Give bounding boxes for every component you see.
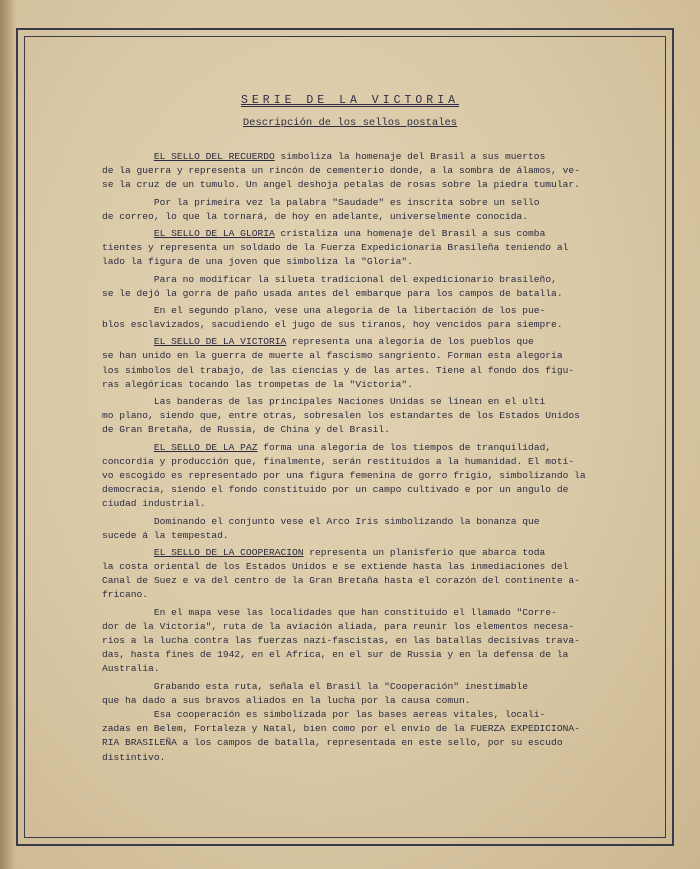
text-line xyxy=(102,546,590,560)
text-line xyxy=(102,529,590,543)
line-text: ciudad industrial. xyxy=(102,498,206,510)
text-line xyxy=(102,409,590,423)
text-line xyxy=(102,680,590,694)
text-line xyxy=(102,469,590,483)
text-line xyxy=(102,574,590,588)
text-line xyxy=(102,395,590,409)
line-text: Australia. xyxy=(102,663,160,675)
text-line xyxy=(102,227,590,241)
text-line xyxy=(102,304,590,318)
paragraph xyxy=(102,227,590,270)
paragraph xyxy=(102,273,590,301)
line-text: representa una alegoria de los pueblos que xyxy=(286,336,534,348)
paragraph xyxy=(102,680,590,765)
text-line xyxy=(102,736,590,750)
text-line xyxy=(102,708,590,722)
line-text: se la cruz de un tumulo. Un angel deshoja petalas de rosas sobre la piedra tumular. xyxy=(102,179,580,191)
text-line xyxy=(102,648,590,662)
line-text: blos esclavizados, sacudiendo el jugo de sus tiranos, hoy vencidos para siempre. xyxy=(102,319,563,331)
line-text: En el mapa vese las localidades que han constituido el llamado "Corre- xyxy=(153,606,557,618)
line-text: de Gran Bretaña, de Russia, de China y del Brasil. xyxy=(102,424,390,436)
paragraph xyxy=(102,304,590,332)
stamp-name: EL SELLO DE LA VICTORIA xyxy=(153,336,287,348)
text-line xyxy=(102,318,590,332)
text-line xyxy=(102,441,590,455)
text-line xyxy=(102,287,590,301)
stamp-name: EL SELLO DEL RECUERDO xyxy=(153,151,275,162)
text-line xyxy=(102,694,590,708)
line-text: que ha dado a sus bravos aliados en la lucha por la causa comun. xyxy=(102,694,471,706)
text-line xyxy=(102,423,590,437)
stamp-name: EL SELLO DE LA GLORIA xyxy=(153,227,275,239)
line-text: representa un planisferio que abarca toda xyxy=(303,546,546,558)
line-text: vo escogido es representado por una figura femenina de gorro frigio, simbolizando la xyxy=(102,469,586,481)
line-text: mo plano, siendo que, entre otras, sobresalen los estandartes de los Estados Unidos xyxy=(102,410,580,422)
line-text: simboliza la homenaje del Brasil a sus muertos xyxy=(274,151,546,162)
text-line xyxy=(102,178,590,192)
paragraph xyxy=(102,515,590,543)
document-title: SERIE DE LA VICTORIA xyxy=(240,94,460,107)
document-subtitle: Descripción de los sellos postales xyxy=(242,117,458,129)
line-text: de correo, lo que la tornará, de hoy en adelante, universelmente conocida. xyxy=(102,210,529,222)
stamp-name: EL SELLO DE LA PAZ xyxy=(153,441,258,453)
text-line xyxy=(102,606,590,620)
paragraph xyxy=(102,335,590,392)
line-text: Para no modificar la silueta tradicional del expedicionario brasileño, xyxy=(153,273,557,285)
line-text: de la guerra y representa un rincón de cementerio donde, a la sombra de álamos, ve- xyxy=(102,165,580,177)
text-line xyxy=(102,150,590,164)
line-text: fricano. xyxy=(102,589,149,601)
line-text: se han unido en la guerra de muerte al fascismo sangriento. Forman esta alegoria xyxy=(102,350,563,362)
line-text: rios a la lucha contra las fuerzas nazi-fascistas, en las batallas decisivas trava- xyxy=(102,635,580,646)
text-line xyxy=(102,255,590,269)
text-line xyxy=(102,196,590,210)
text-line xyxy=(102,722,590,736)
paragraph xyxy=(102,606,590,677)
text-line xyxy=(102,560,590,574)
line-text: la costa oriental de los Estados Unidos e se extiende hasta las inmediaciones del xyxy=(102,561,569,573)
text-line xyxy=(102,273,590,287)
line-text: sucede á la tempestad. xyxy=(102,529,229,541)
line-text: Grabando esta ruta, señala el Brasil la "Cooperación" inestimable xyxy=(153,680,529,692)
paragraph xyxy=(102,395,590,438)
document-body xyxy=(102,150,590,765)
line-text: lado la figura de una joven que simboliza la "Gloria". xyxy=(102,256,413,268)
paragraph xyxy=(102,441,590,512)
paragraph xyxy=(102,150,590,193)
line-text: democracia, siendo el fondo constituido por un campo cultivado e por un angulo de xyxy=(102,484,569,496)
text-line xyxy=(102,455,590,469)
page-binding-edge xyxy=(0,0,16,869)
text-line xyxy=(102,751,590,765)
line-text: RIA BRASILEÑA a los campos de batalla, representada en este sello, por su escudo xyxy=(102,737,563,749)
text-line xyxy=(102,210,590,224)
line-text: tientes y representa un soldado de la Fuerza Expedicionaria Brasileña teniendo al xyxy=(102,242,569,254)
text-line xyxy=(102,364,590,378)
line-text: ras alegóricas tocando las trompetas de la "Victoria". xyxy=(102,378,413,390)
text-line xyxy=(102,241,590,255)
text-line xyxy=(102,349,590,363)
line-text: Esa cooperación es simbolizada por las bases aereas vitales, locali- xyxy=(153,708,546,720)
line-text: concordia y producción que, finalmente, serán restituidos a la humanidad. El moti- xyxy=(102,455,575,467)
line-text: dor de la Victoria", ruta de la aviación aliada, para reunir los elementos necesa- xyxy=(102,620,575,632)
paragraph xyxy=(102,196,590,224)
line-text: Dominando el conjunto vese el Arco Iris simbolizando la bonanza que xyxy=(153,515,540,527)
line-text: se le dejó la gorra de paño usada antes del embarque para los campos de batalla. xyxy=(102,287,563,299)
line-text: forma una alegoria de los tiempos de tranquilidad, xyxy=(257,441,552,453)
stamp-name: EL SELLO DE LA COOPERACION xyxy=(153,546,304,558)
line-text: das, hasta fines de 1942, en el Africa, en el sur de Russia y en la defensa de la xyxy=(102,649,569,661)
line-text: distintivo. xyxy=(102,751,166,763)
line-text: Por la primeira vez la palabra "Saudade" es inscrita sobre un sello xyxy=(153,196,540,208)
line-text: Las banderas de las principales Naciones Unidas se linean en el ulti xyxy=(153,396,546,407)
text-line xyxy=(102,515,590,529)
text-line xyxy=(102,378,590,392)
text-line xyxy=(102,335,590,349)
paragraph xyxy=(102,546,590,603)
text-line xyxy=(102,588,590,602)
line-text: los simbolos del trabajo, de las ciencias y de las artes. Tiene al fondo dos figu- xyxy=(102,364,575,376)
line-text: En el segundo plano, vese una alegoria de la libertación de los pue- xyxy=(153,304,546,316)
text-line xyxy=(102,483,590,497)
text-line xyxy=(102,164,590,178)
text-line xyxy=(102,497,590,511)
line-text: zadas en Belem, Fortaleza y Natal, bien como por el envio de la FUERZA EXPEDICIONA- xyxy=(102,723,580,735)
line-text: cristaliza una homenaje del Brasil a sus comba xyxy=(274,227,546,239)
text-line xyxy=(102,634,590,648)
text-line xyxy=(102,620,590,634)
line-text: Canal de Suez e va del centro de la Gran Bretaña hasta el corazón del continente a- xyxy=(102,575,580,587)
text-line xyxy=(102,662,590,676)
